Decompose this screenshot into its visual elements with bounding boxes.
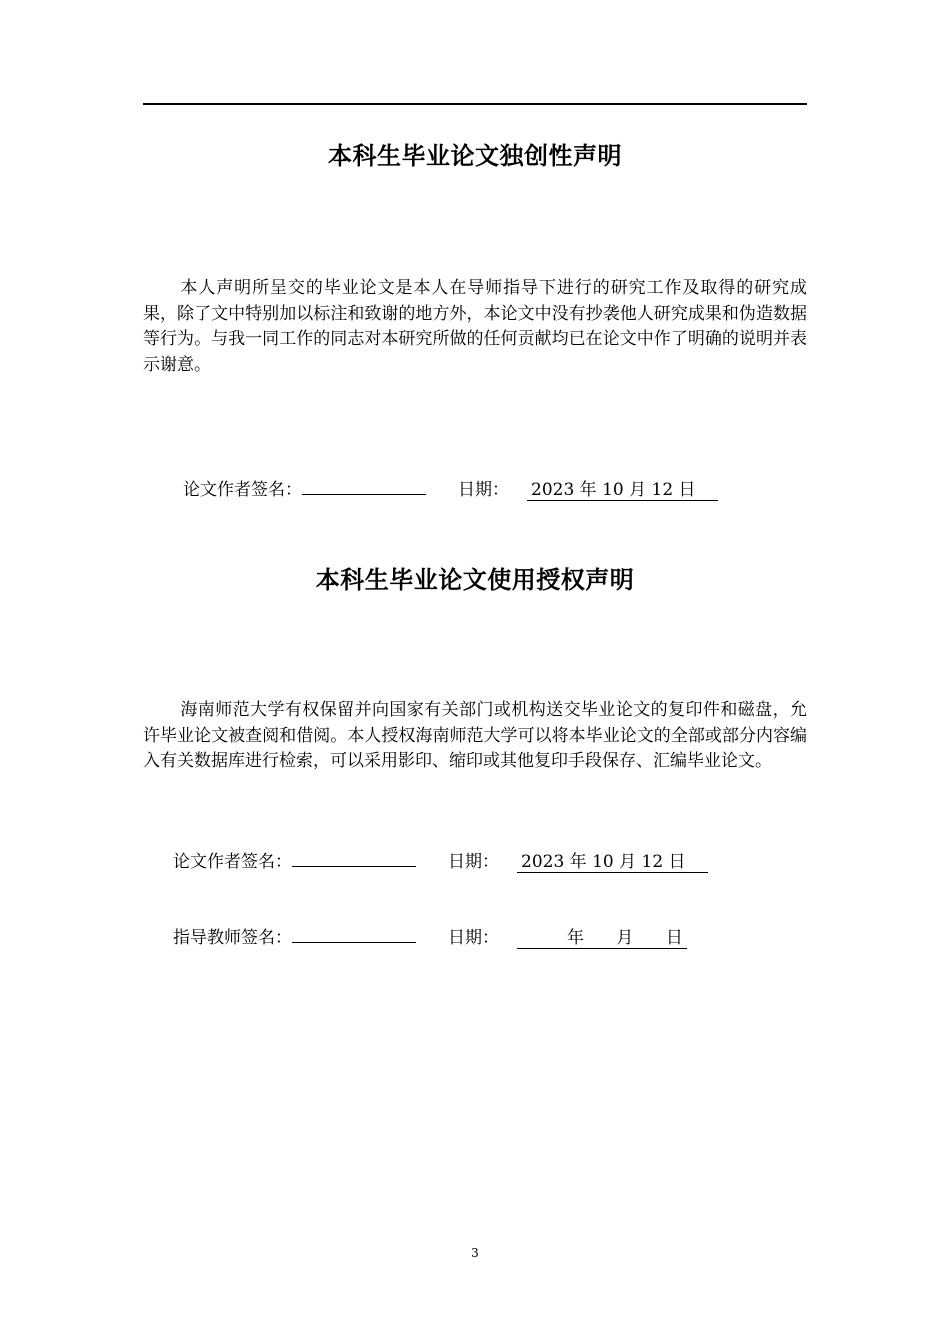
originality-title: 本科生毕业论文独创性声明 [328,142,622,170]
author-signature-label: 论文作者签名： [173,852,292,872]
originality-body: 本人声明所呈交的毕业论文是本人在导师指导下进行的研究工作及取得的研究成果，除了文中特别加以标注和致谢的地方外，本论文中没有抄袭他人研究成果和伪造数据等行为。与我一同工作的同志对本研究所做的任何贡献均已在论文中作了明确的说明并表示谢意。 [143,278,807,375]
header-rule [143,103,807,105]
date-label: 日期： [458,480,509,500]
date-value: 2023 年 10 月 12 日 [517,852,708,873]
date-value: 2023 年 10 月 12 日 [527,480,718,501]
author-signature-label: 论文作者签名： [183,480,302,500]
originality-signature-row [183,476,718,502]
date-label: 日期： [448,852,499,872]
date-label: 日期： [448,928,499,948]
authorization-title: 本科生毕业论文使用授权声明 [315,566,635,594]
authorization-author-signature-row [173,848,708,874]
advisor-signature-field[interactable] [292,924,416,943]
authorization-body: 海南师范大学有权保留并向国家有关部门或机构送交毕业论文的复印件和磁盘，允许毕业论文被查阅和借阅。本人授权海南师范大学可以将本毕业论文的全部或部分内容编入有关数据库进行检索，可以采用影印、缩印或其他复印手段保存、汇编毕业论文。 [143,700,807,771]
author-signature-field[interactable] [302,476,426,495]
author-signature-field[interactable] [292,848,416,867]
advisor-date-blank[interactable]: 年 月 日 [517,928,687,949]
authorization-advisor-signature-row [173,924,687,950]
advisor-signature-label: 指导教师签名： [173,928,292,948]
page-number: 3 [471,1246,479,1260]
